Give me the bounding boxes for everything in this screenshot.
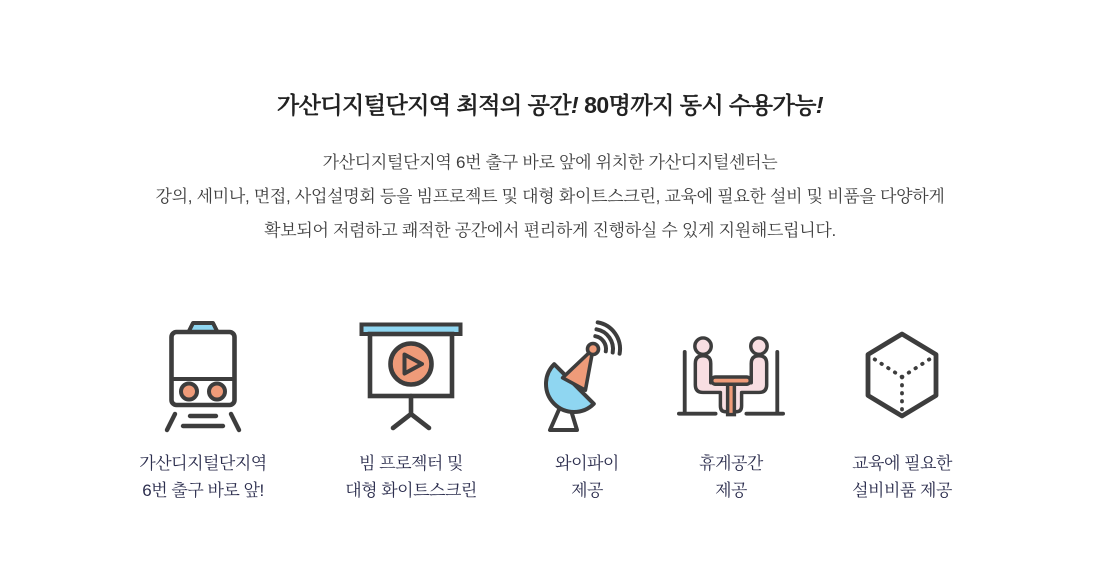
projector-screen-icon (359, 314, 463, 440)
intro-paragraph (0, 146, 1100, 248)
info-section (0, 90, 1100, 584)
feature-item-subway (123, 314, 283, 504)
feature-label-line1: 교육에 필요한 (852, 454, 952, 473)
subway-train-icon (163, 314, 243, 440)
feature-label-line2: 6번 출구 바로 앞! (142, 481, 264, 500)
feature-label-line2: 제공 (571, 481, 603, 500)
satellite-wifi-icon (541, 314, 633, 440)
feature-label-line1: 빔 프로젝터 및 (359, 454, 463, 473)
feature-label-line1: 휴게공간 (699, 454, 763, 473)
feature-label-line2: 대형 화이트스크린 (345, 481, 477, 500)
intro-line-1: 가산디지털단지역 6번 출구 바로 앞에 위치한 가산디지털센터는 (322, 153, 778, 172)
rest-area-icon (677, 314, 785, 440)
feature-label-line1: 와이파이 (555, 454, 619, 473)
feature-item-wifi (539, 314, 635, 504)
feature-label-line2: 설비비품 제공 (852, 481, 952, 500)
intro-line-2: 강의, 세미나, 면접, 사업설명회 등을 빔프로젝트 및 대형 화이트스크린, 교육에 필요한 설비 및 비품을 다양하게 (155, 187, 945, 206)
intro-line-3: 확보되어 저렴하고 쾌적한 공간에서 편리하게 진행하실 수 있게 지원해드립니다. (264, 221, 836, 240)
feature-item-projector (331, 314, 491, 504)
feature-label-line1: 가산디지털단지역 (139, 454, 267, 473)
equipment-cube-icon (863, 314, 941, 440)
feature-item-equipment (827, 314, 977, 504)
feature-item-rest-area (683, 314, 779, 504)
feature-label-line2: 제공 (715, 481, 747, 500)
page-title: 가산디지털단지역 최적의 공간! 80명까지 동시 수용가능! (276, 92, 824, 118)
feature-grid (0, 314, 1100, 504)
